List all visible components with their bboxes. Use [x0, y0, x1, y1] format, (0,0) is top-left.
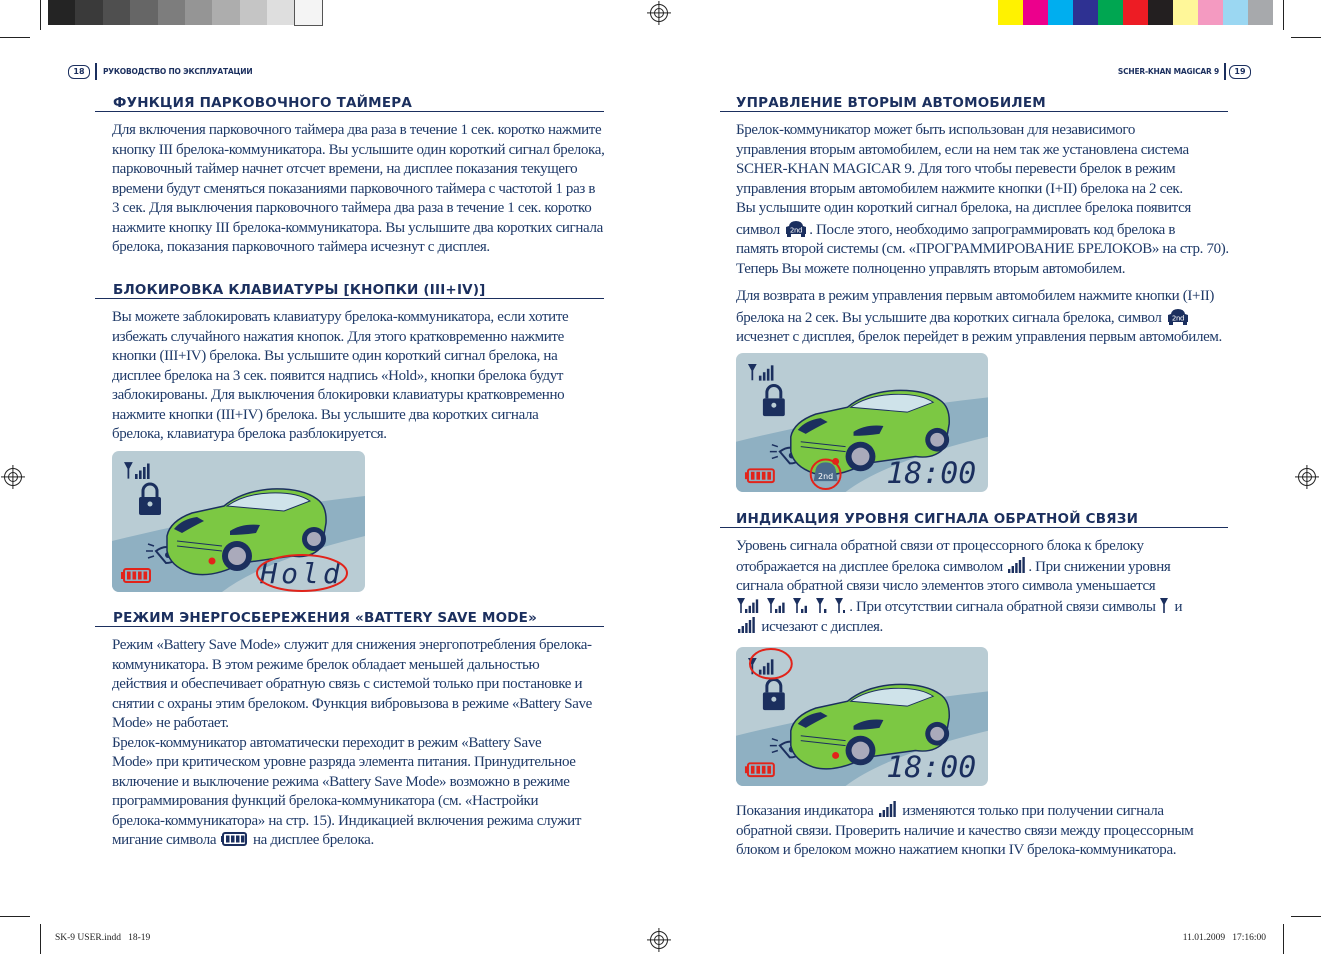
signal-bars-icon [877, 803, 899, 819]
heading-keyboard-lock: БЛОКИРОВКА КЛАВИАТУРЫ [КНОПКИ (III+IV)] [113, 282, 486, 298]
antenna-1-icon [815, 599, 831, 615]
running-head-left: РУКОВОДСТВО ПО ЭКСПЛУАТАЦИИ [103, 67, 253, 76]
text-line: Уровень сигнала обратной связи от процессорного блока к брелоку [736, 538, 1144, 554]
gray-swatch [185, 0, 212, 25]
crop-mark [40, 0, 41, 30]
text-line: Брелок-коммуникатор может быть использован для независимого [736, 122, 1135, 138]
heading-rule [95, 626, 604, 627]
fob-display-hold [112, 451, 365, 592]
text-line: Теперь Вы можете полноценно управлять вторым автомобилем. [736, 260, 1126, 277]
crop-mark [1283, 924, 1284, 954]
text-line [112, 831, 592, 851]
registration-mark-icon [4, 468, 22, 486]
text-line: Mode» при критическом уровне разряда элемента питания. Принудительное [112, 754, 576, 770]
color-swatch [1248, 0, 1273, 25]
gray-swatch [158, 0, 185, 25]
crop-mark [1283, 0, 1284, 30]
text-line: 3 сек. Для выключения парковочного таймера два раза в течение 1 сек. коротко [112, 200, 592, 216]
signal-level-text [736, 537, 1182, 638]
lock-icon [139, 484, 161, 515]
fob-display-signal [736, 647, 988, 786]
crop-mark [1291, 37, 1321, 38]
heading-signal-level: ИНДИКАЦИЯ УРОВНЯ СИГНАЛА ОБРАТНОЙ СВЯЗИ [736, 511, 1139, 527]
antenna-signal-icon [748, 658, 773, 675]
gray-swatch [240, 0, 267, 25]
heading-rule [95, 111, 604, 112]
gray-swatch [295, 0, 322, 25]
running-head-right: SCHER-KHAN MAGICAR 9 [1117, 67, 1219, 76]
signal-bars-icon [1006, 559, 1028, 575]
antenna-icon [1159, 599, 1171, 615]
text-line [736, 617, 1182, 638]
text-line: парковочный таймер начнет отсчет времени, на дисплее показания текущего [112, 161, 578, 177]
slug-timestamp: 11.01.2009 17:16:00 [1182, 933, 1266, 943]
lock-icon [763, 386, 785, 417]
text-segment: Показания индикатора [736, 803, 877, 819]
text-line [736, 307, 1222, 329]
text-line: нажмите кнопку III брелока-коммуникатора. Вы услышите два коротких сигнала [112, 219, 603, 236]
parking-timer-text [112, 121, 604, 258]
gray-swatch [103, 0, 130, 25]
color-swatch [998, 0, 1023, 25]
text-line: Для включения парковочного таймера два раза в течение 1 сек. коротко нажмите [112, 122, 602, 138]
text-line: Вы услышите один короткий сигнал брелока, на дисплее брелока появится [736, 200, 1191, 216]
divider [1224, 63, 1226, 80]
gray-swatch [212, 0, 239, 25]
gray-swatch [75, 0, 102, 25]
text-segment: на дисплее брелока. [249, 832, 374, 848]
second-car-text [736, 121, 1229, 279]
heading-rule [720, 527, 1228, 528]
crop-mark [0, 916, 30, 917]
text-line: времени будут сменяться показаниями парковочного таймера с частотой 1 раз в [112, 180, 596, 197]
color-swatch [1098, 0, 1123, 25]
text-segment: . После этого, необходимо запрограммировать код брелока в [809, 221, 1176, 238]
text-line: брелока, клавиатура брелока разблокируется. [112, 426, 387, 442]
text-line [736, 801, 1193, 822]
crop-mark [0, 37, 30, 38]
text-segment: отображается на дисплее брелока символом [736, 558, 1007, 575]
text-line: коммуникатора. В этом режиме брелок обладает меньшей дальностью [112, 656, 540, 673]
text-line: включение и выключение режима «Battery Save Mode» возможно в режиме [112, 773, 570, 790]
antenna-3-icon [766, 599, 789, 615]
signal-bars-icon [736, 619, 758, 635]
divider [95, 63, 97, 80]
gray-swatch [48, 0, 75, 25]
text-line: брелока, показания парковочного таймера исчезнут с дисплея. [112, 239, 490, 255]
text-line: снятии с охраны этим брелоком. Функция вибровызова в режиме «Battery Save [112, 695, 592, 712]
text-line: SCHER-KHAN MAGICAR 9. Для того чтобы перевести брелок в режим [736, 161, 1176, 177]
text-segment: . При отсутствии сигнала обратной связи символы [849, 598, 1160, 615]
heading-parking-timer: ФУНКЦИЯ ПАРКОВОЧНОГО ТАЙМЕРА [113, 95, 412, 111]
slug-file-name: SK-9 USER.indd 18-19 [55, 933, 151, 943]
text-line: управления вторым автомобилем нажмите кнопки (I+II) брелока на 2 сек. [736, 180, 1183, 197]
signal-indicator-text [736, 801, 1193, 861]
text-line: избежать случайного нажатия кнопок. Для этого кратковременно нажмите [112, 328, 564, 345]
text-line: нажмите кнопки (III+IV) брелока. Вы услышите два коротких сигнала [112, 406, 539, 423]
svg-text:2nd: 2nd [790, 226, 803, 234]
heading-rule [720, 111, 1228, 112]
text-line: дисплее брелока на 3 сек. появится надпись «Hold», кнопки брелока будут [112, 367, 564, 384]
second-car-return-text [736, 287, 1222, 348]
text-segment: мигание символа [112, 832, 220, 848]
text-line: Вы можете заблокировать клавиатуру брелока-коммуникатора, если хотите [112, 309, 569, 325]
text-line: заблокированы. Для выключения блокировки клавиатуры кратковременно [112, 387, 565, 403]
color-swatch [1048, 0, 1073, 25]
text-line: управления вторым автомобилем, если на нем так же установлена система [736, 141, 1189, 158]
color-swatch [1073, 0, 1098, 25]
text-segment: изменяются только при получении сигнала [898, 803, 1164, 819]
svg-text:2nd: 2nd [1171, 314, 1185, 322]
color-swatch [1198, 0, 1223, 25]
crop-mark [40, 924, 41, 954]
page-number-right: 19 [1229, 65, 1251, 79]
color-swatch [1123, 0, 1148, 25]
antenna-0-icon [834, 599, 850, 615]
text-line: кнопки (III+IV) брелока. Вы услышите один короткий сигнал брелока, на [112, 348, 558, 364]
antenna-signal-icon [748, 364, 773, 381]
antenna-signal-icon [124, 462, 150, 479]
text-line: блоком и брелоком можно нажатием кнопки IV брелока-коммуникатора. [736, 842, 1177, 858]
heading-rule [95, 298, 604, 299]
text-line: Mode» не работает. [112, 715, 229, 731]
antenna-4-icon [736, 599, 762, 615]
text-line: действия и обеспечивает обратную связь с системой только при постановке и [112, 676, 583, 692]
text-line: Режим «Battery Save Mode» служит для снижения энергопотребления брелока- [112, 637, 592, 653]
text-line: память второй системы (см. «ПРОГРАММИРОВАНИЕ БРЕЛОКОВ» на стр. 70). [736, 241, 1229, 257]
color-swatch [1148, 0, 1173, 25]
text-line [736, 219, 1229, 241]
text-line: обратной связи. Проверить наличие и качество связи между процессорным [736, 822, 1194, 839]
gray-swatch [130, 0, 157, 25]
display-readout: Hold [260, 557, 344, 590]
registration-mark-icon [1298, 468, 1316, 486]
display-readout: 18:00 [886, 456, 977, 492]
registration-mark-icon [650, 931, 668, 949]
registration-mark-icon [650, 4, 668, 22]
heading-battery-save: РЕЖИМ ЭНЕРГОСБЕРЕЖЕНИЯ «BATTERY SAVE MODE» [113, 610, 538, 626]
second-car-badge: 2nd [818, 472, 834, 482]
color-swatch [1023, 0, 1048, 25]
keyboard-lock-text [112, 308, 568, 445]
text-line: сигнала обратной связи число элементов этого символа уменьшается [736, 578, 1156, 594]
fob-display-2nd [736, 353, 988, 492]
text-segment: брелока на 2 сек. Вы услышите два коротких сигнала брелока, символ [736, 309, 1165, 326]
gray-swatch [267, 0, 294, 25]
heading-second-car: УПРАВЛЕНИЕ ВТОРЫМ АВТОМОБИЛЕМ [736, 95, 1046, 111]
crop-mark [1291, 916, 1321, 917]
second-car-icon [783, 222, 809, 238]
text-line: брелока-коммуникатора» на стр. 15). Индикацией включения режима служит [112, 812, 582, 829]
text-line [736, 557, 1182, 578]
color-swatch [1173, 0, 1198, 25]
text-segment: . При снижении уровня [1028, 558, 1171, 575]
text-line: Для возврата в режим управления первым автомобилем нажмите кнопки (I+II) [736, 288, 1215, 304]
text-segment: символ [736, 221, 784, 238]
text-line: исчезнет с дисплея, брелок перейдет в режим управления первым автомобилем. [736, 329, 1222, 345]
text-line: кнопку III брелока-коммуникатора. Вы услышите один короткий сигнал брелока, [112, 141, 605, 158]
second-car-icon [1165, 310, 1191, 326]
battery-save-text [112, 636, 592, 851]
text-segment: и [1171, 598, 1183, 615]
text-line: Брелок-коммуникатор автоматически переходит в режим «Battery Save [112, 734, 542, 751]
text-line: программирования функций брелока-коммуникатора (см. «Настройки [112, 793, 539, 809]
page-number-left: 18 [68, 65, 90, 79]
text-segment: исчезают с дисплея. [758, 619, 883, 635]
antenna-2-icon [792, 599, 811, 615]
display-readout: 18:00 [886, 750, 977, 786]
text-line [736, 597, 1182, 618]
color-swatch [1223, 0, 1248, 25]
lock-icon [763, 680, 785, 711]
battery-icon [220, 832, 250, 848]
